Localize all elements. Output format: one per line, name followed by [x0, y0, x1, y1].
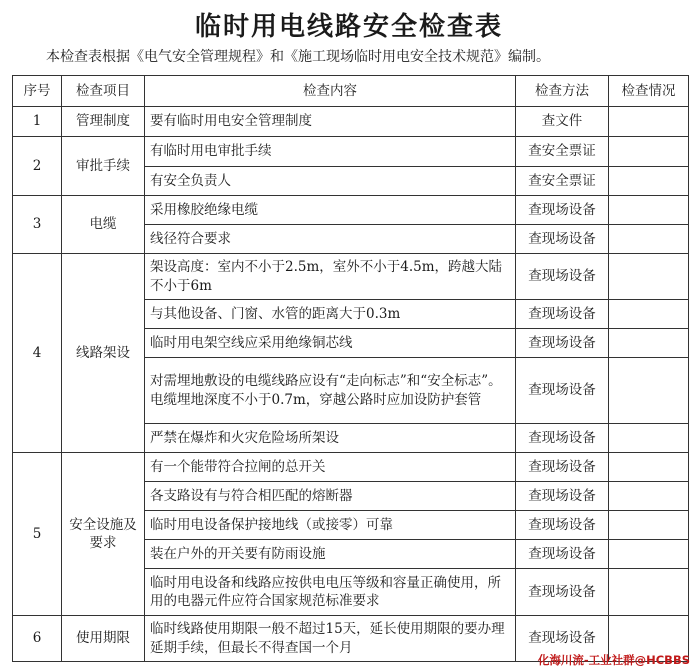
row-content: 架设高度：室内不小于2.5m，室外不小于4.5m，跨越大陆不小于6m — [145, 254, 516, 300]
row-method: 查现场设备 — [516, 616, 609, 662]
row-content: 有临时用电审批手续 — [145, 137, 516, 167]
row-method: 查现场设备 — [516, 482, 609, 511]
header-content: 检查内容 — [145, 76, 516, 107]
row-status — [609, 196, 689, 225]
row-content: 线径符合要求 — [145, 225, 516, 254]
subtitle: 本检查表根据《电气安全管理规程》和《施工现场临时用电安全技术规范》编制。 — [46, 49, 550, 65]
table-row — [13, 196, 689, 225]
row-status — [609, 300, 689, 329]
row-status — [609, 482, 689, 511]
header-method: 检查方法 — [516, 76, 609, 107]
page-title: 临时用电线路安全检查表 — [194, 12, 503, 42]
inspection-table — [12, 75, 689, 662]
row-status — [609, 540, 689, 569]
group-item: 审批手续 — [62, 137, 145, 196]
group-no: 1 — [13, 107, 62, 137]
row-method: 查现场设备 — [516, 569, 609, 616]
row-content: 严禁在爆炸和火灾危险场所架设 — [145, 424, 516, 453]
row-status — [609, 225, 689, 254]
row-content: 采用橡胶绝缘电缆 — [145, 196, 516, 225]
table-row — [13, 107, 689, 137]
row-status — [609, 167, 689, 196]
table-row — [13, 137, 689, 167]
row-status — [609, 137, 689, 167]
header-no: 序号 — [13, 76, 62, 107]
row-method: 查安全票证 — [516, 167, 609, 196]
row-method: 查现场设备 — [516, 329, 609, 358]
row-status — [609, 107, 689, 137]
row-method: 查现场设备 — [516, 424, 609, 453]
row-status — [609, 358, 689, 424]
table-row — [13, 254, 689, 300]
group-no: 3 — [13, 196, 62, 254]
row-content: 临时用电架空线应采用绝缘铜芯线 — [145, 329, 516, 358]
group-no: 5 — [13, 453, 62, 616]
row-method: 查现场设备 — [516, 196, 609, 225]
row-method: 查文件 — [516, 107, 609, 137]
group-item: 安全设施及要求 — [62, 453, 145, 616]
row-status — [609, 254, 689, 300]
group-item: 线路架设 — [62, 254, 145, 453]
row-content: 临时线路使用期限一般不超过15天，延长使用期限的要办理延期手续，但最长不得查国一个月 — [145, 616, 516, 662]
row-content: 有一个能带符合拉闸的总开关 — [145, 453, 516, 482]
header-item: 检查项目 — [62, 76, 145, 107]
row-content: 临时用电设备和线路应按供电电压等级和容量正确使用，所用的电器元件应符合国家规范标准要求 — [145, 569, 516, 616]
row-method: 查现场设备 — [516, 300, 609, 329]
header-status: 检查情况 — [609, 76, 689, 107]
group-item: 电缆 — [62, 196, 145, 254]
row-method: 查安全票证 — [516, 137, 609, 167]
group-no: 6 — [13, 616, 62, 662]
group-item: 管理制度 — [62, 107, 145, 137]
group-no: 4 — [13, 254, 62, 453]
row-method: 查现场设备 — [516, 254, 609, 300]
row-method: 查现场设备 — [516, 225, 609, 254]
row-content: 与其他设备、门窗、水管的距离大于0.3m — [145, 300, 516, 329]
row-content: 要有临时用电安全管理制度 — [145, 107, 516, 137]
row-status — [609, 329, 689, 358]
row-method: 查现场设备 — [516, 540, 609, 569]
row-status — [609, 511, 689, 540]
row-status — [609, 453, 689, 482]
row-content: 临时用电设备保护接地线（或接零）可靠 — [145, 511, 516, 540]
row-status — [609, 424, 689, 453]
row-method: 查现场设备 — [516, 358, 609, 424]
group-item: 使用期限 — [62, 616, 145, 662]
row-content: 有安全负责人 — [145, 167, 516, 196]
row-status — [609, 569, 689, 616]
row-content: 装在户外的开关要有防雨设施 — [145, 540, 516, 569]
header-row — [13, 76, 689, 107]
row-method: 查现场设备 — [516, 453, 609, 482]
row-content: 各支路设有与符合相匹配的熔断器 — [145, 482, 516, 511]
table-row — [13, 453, 689, 482]
row-content: 对需埋地敷设的电缆线路应设有“走向标志”和“安全标志”。电缆埋地深度不小于0.7m，穿越公路时应加设防护套管 — [145, 358, 516, 424]
group-no: 2 — [13, 137, 62, 196]
row-method: 查现场设备 — [516, 511, 609, 540]
watermark: 化海川流-工业社群@HCBBS — [537, 653, 690, 667]
